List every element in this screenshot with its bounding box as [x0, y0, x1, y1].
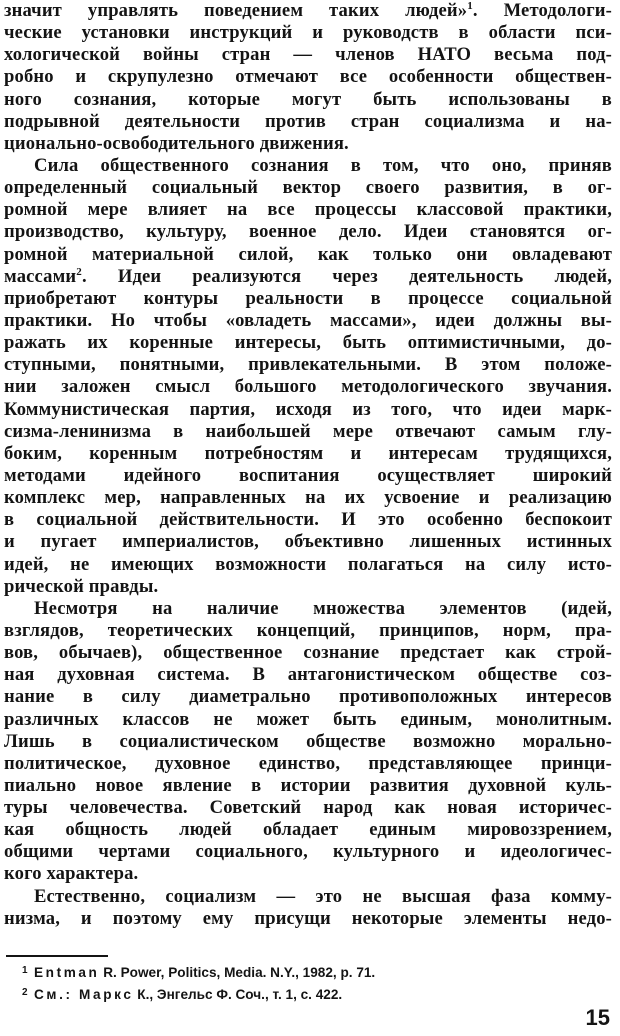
text-line-content: нии заложен смысл большого методологического звучания.	[4, 376, 612, 398]
text-line	[4, 908, 612, 930]
text-line	[4, 133, 612, 155]
text-line-content: нание в силу диаметрально противоположных интересов	[4, 686, 612, 708]
footnote-2	[22, 985, 522, 1007]
text-line	[4, 288, 612, 310]
footnote-author: Entman	[34, 965, 100, 980]
text-line	[4, 0, 612, 22]
text-line	[4, 775, 612, 797]
text-line	[4, 598, 612, 620]
text-line	[4, 66, 612, 88]
footnote-mark: 2	[22, 987, 28, 998]
text-line-content: кая общность людей обладает единым мировоззрением,	[4, 819, 612, 841]
footnote-reference: 1	[467, 0, 473, 12]
text-line-content: политическое, духовное единство, представляющее принци-	[4, 752, 612, 774]
text-line	[4, 199, 612, 221]
text-line-content: комплекс мер, направленных на их усвоение и реализацию	[4, 487, 612, 509]
text-line	[4, 332, 612, 354]
text-line	[4, 620, 612, 642]
text-line-content: ступными, понятными, привлекательными. В этом положе-	[4, 354, 612, 376]
text-line	[4, 310, 612, 332]
text-line	[4, 111, 612, 133]
text-line	[4, 642, 612, 664]
footnote-author: См.: Маркс	[34, 987, 134, 1002]
text-line-content: ромной мере влияет на все процессы классовой практики,	[4, 199, 612, 221]
text-line	[4, 421, 612, 443]
text-line-content: идей, не имеющих возможности полагаться на силу исто-	[4, 553, 612, 575]
text-line-content: значит управлять поведением таких людей»	[4, 0, 468, 21]
main-text	[4, 0, 612, 930]
text-line	[4, 487, 612, 509]
text-line-content: хологической войны стран — членов НАТО весьма под-	[4, 44, 612, 66]
text-line	[4, 155, 612, 177]
footnote-1	[22, 963, 522, 985]
text-line	[4, 44, 612, 66]
text-line	[4, 465, 612, 487]
text-line-content: кого характера.	[4, 863, 139, 885]
text-line	[4, 354, 612, 376]
page-number: 15	[585, 1005, 610, 1030]
text-line	[4, 886, 612, 908]
text-line-content: взглядов, теоретических концепций, принципов, норм, пра-	[4, 619, 612, 641]
text-line	[4, 686, 612, 708]
text-line-content: приобретают контуры реальности в процессе социальной	[4, 287, 612, 309]
text-line	[4, 554, 612, 576]
text-line-content: сизма-ленинизма в наибольшей мере отвечают самым глу-	[4, 420, 612, 442]
text-line	[4, 443, 612, 465]
text-line-content: туры человечества. Советский народ как новая историчес-	[4, 797, 612, 819]
text-line-content: ционально-освободительного движения.	[4, 132, 349, 154]
text-line	[4, 819, 612, 841]
text-line-content: различных классов не может быть единым, монолитным.	[4, 708, 612, 730]
text-line-content: массами	[4, 265, 77, 287]
text-line-content: в социальной действительности. И это особенно беспокоит	[4, 509, 612, 531]
text-line-content: низма, и поэтому ему присущи некоторые элементы недо-	[4, 907, 612, 929]
text-line-content: производство, культуру, военное дело. Идеи становятся ог-	[4, 221, 612, 243]
text-line-content: пиально новое явление в истории развития духовной куль-	[4, 774, 612, 796]
text-line	[4, 221, 612, 243]
text-line-content: Несмотря на наличие множества элементов (идей,	[34, 597, 612, 619]
text-line-content: вов, обычаев), общественное сознание предстает как строй-	[4, 642, 612, 664]
text-line-content: Лишь в социалистическом обществе возможно морально-	[4, 730, 612, 752]
text-line	[4, 399, 612, 421]
text-line-continuation: . Идеи реализуются через деятельность людей,	[81, 265, 612, 287]
text-line	[4, 177, 612, 199]
text-line-content: ного сознания, которые могут быть использованы в	[4, 88, 612, 110]
text-line-content: методами идейного воспитания осуществляет широкий	[4, 464, 612, 486]
text-line-content: общими чертами социального, культурного и идеологичес-	[4, 841, 612, 863]
text-line	[4, 753, 612, 775]
text-line	[4, 376, 612, 398]
text-line-content: Коммунистическая партия, исходя из того, что идеи марк-	[4, 398, 612, 420]
footnote-citation: R. Power, Politics, Media. N.Y., 1982, p. 71.	[99, 965, 376, 980]
footnote-reference: 2	[76, 265, 82, 278]
text-line	[4, 863, 612, 885]
text-line	[4, 509, 612, 531]
text-line	[4, 797, 612, 819]
text-line-content: ная духовная система. В антагонистическом обществе соз-	[4, 664, 612, 686]
footnotes	[22, 963, 522, 1007]
text-line-content: определенный социальный вектор своего развития, в ог-	[4, 177, 612, 199]
text-line-content: рической правды.	[4, 575, 159, 597]
text-line-content: робно и скрупулезно отмечают все особенности обществен-	[4, 66, 612, 88]
text-line	[4, 841, 612, 863]
text-line-content: и пугает империалистов, объективно лишенных истинных	[4, 531, 612, 553]
text-line	[4, 244, 612, 266]
text-line	[4, 731, 612, 753]
text-line-content: ражать их коренные интересы, быть оптимистичными, до-	[4, 332, 612, 354]
text-line	[4, 664, 612, 686]
text-line-content: Сила общественного сознания в том, что оно, приняв	[34, 154, 612, 176]
footnote-citation: К., Энгельс Ф. Соч., т. 1, с. 422.	[133, 987, 343, 1002]
text-line-continuation: . Методологи-	[472, 0, 612, 21]
text-line-content: ромной материальной силой, как только они овладевают	[4, 243, 612, 265]
text-line	[4, 709, 612, 731]
footnote-divider	[6, 955, 108, 957]
text-line	[4, 22, 612, 44]
text-line	[4, 576, 612, 598]
text-line	[4, 89, 612, 111]
text-line	[4, 266, 612, 288]
text-line	[4, 531, 612, 553]
text-line-content: боким, коренным потребностям и интересам трудящихся,	[4, 442, 612, 464]
text-line-content: Естественно, социализм — это не высшая фаза комму-	[34, 885, 612, 907]
text-line-content: практики. Но чтобы «овладеть массами», идеи должны вы-	[4, 309, 612, 331]
text-line-content: подрывной деятельности против стран социализма и на-	[4, 110, 612, 132]
footnote-mark: 1	[22, 965, 28, 976]
text-line-content: ческие установки инструкций и руководств в области пси-	[4, 22, 612, 44]
